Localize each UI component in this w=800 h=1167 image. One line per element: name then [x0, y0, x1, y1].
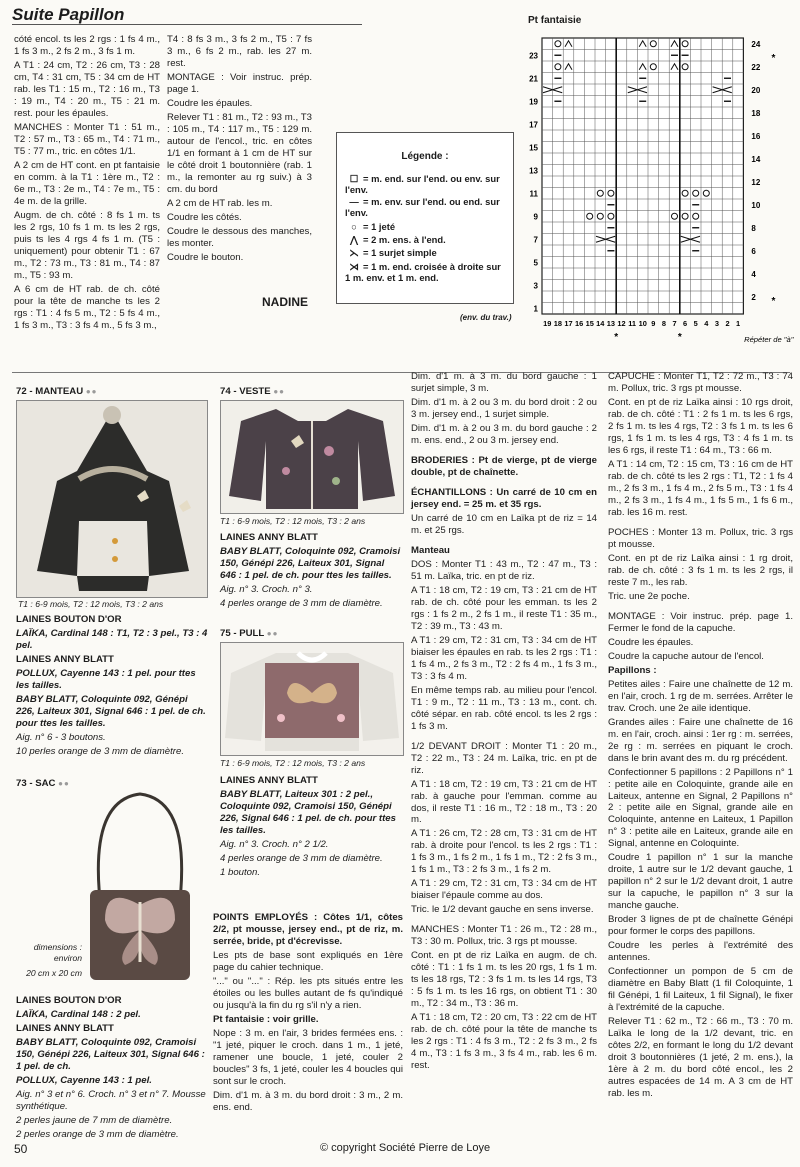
top-mid-line: Coudre le bouton. — [167, 251, 244, 263]
column-number: 8 — [661, 319, 666, 328]
points-employes — [213, 912, 403, 1134]
col4-line: Tric. une 2e poche. — [608, 590, 690, 602]
column-number: 14 — [596, 319, 605, 328]
col4-line: Cont. en pt de riz Laïka ainsi : 1 rg droit, rab. de ch. côté : 3 fs 1 m. ts les 2 rgs, il reste 7 m., les rab. — [608, 552, 793, 588]
points-line: Pt fantaisie : voir grille. — [213, 1013, 319, 1025]
m72-line: POLLUX, Cayenne 143 : 1 pel. pour ttes les tailles. — [16, 667, 196, 691]
row-number-left: 9 — [533, 212, 538, 222]
top-left-line: MANCHES : Monter T1 : 51 m., T2 : 57 m., T3 : 65 m., T4 : 71 m., T5 : 77 m., tric. en côtes 1/1. — [14, 121, 160, 157]
m73-line: POLLUX, Cayenne 143 : 1 pel. — [16, 1074, 152, 1086]
points-line: Dim. d'1 m. à 3 m. du bord droit : 3 m., 2 m. ens. end. — [213, 1089, 403, 1113]
instructions-column-4 — [608, 371, 793, 1136]
m75-sizes: T1 : 6-9 mois, T2 : 12 mois, T3 : 2 ans — [220, 758, 366, 768]
col4-line: Grandes ailes : Faire une chaînette de 16 m. en l'air, croch. ainsi : 1er rg : m. serrées, 2e rg : m. serrées en piquant le croch. dans le brin avant des m. du rg précédent. — [608, 716, 793, 764]
row-number-left: 19 — [529, 97, 538, 107]
m72-line: LAINES ANNY BLATT — [16, 653, 114, 665]
m73-dims-value: 20 cm x 20 cm — [26, 968, 82, 978]
top-mid-line: Relever T1 : 81 m., T2 : 93 m., T3 : 105 m., T4 : 117 m., T5 : 129 m. autour de l'encol., tric. en côtes 1/1 en formant à 1 cm de HT sur le côté droit 1 boutonnière (rab. 1 m., la remonter au rg suiv.) à 3 cm. du bord — [167, 111, 312, 195]
row-number-right: 22 — [751, 62, 761, 72]
column-number: 13 — [606, 319, 616, 328]
row-number-right: 16 — [751, 131, 761, 141]
m75-line: 1 bouton. — [220, 866, 261, 878]
m73-line: LAINES ANNY BLATT — [16, 1022, 114, 1034]
col3-line: A T1 : 26 cm, T2 : 28 cm, T3 : 31 cm de HT rab. à droite pour l'encol. ts les 2 rgs : T1 : 1 fs 3 m., 1 fs 2 m., 1 fs 1 m., T2 : 2 fs 3 m., 1 fs 1 m., T3 : 2 fs 3 m., 1 fs 2 m. — [411, 828, 597, 876]
model-73-title: 73 - SAC — [16, 778, 56, 789]
purl-dash-icon: — — [349, 196, 359, 207]
col4-line: Broder 3 lignes de pt de chaînette Génépi pour former le corps des papillons. — [608, 914, 793, 938]
difficulty-dots-icon: ●● — [85, 387, 98, 396]
m74-line: 4 perles orange de 3 mm de diamètre. — [220, 597, 383, 609]
difficulty-dots-icon: ●● — [273, 387, 285, 396]
col3-line: Cont. en pt de riz Laïka en augm. de ch. côté : T1 : 1 fs 1 m. ts les 20 rgs, 1 fs 1 m. ts les 18 rgs, T2 : 3 fs 1 m. ts les 14 rgs, T3 : 5 fs 1 m. ts les 16 rgs, on obtient T1 : 30 m., T2 : 34 m., T3 : 36 m. — [411, 950, 597, 1010]
top-mid-line: A 2 cm de HT rab. les m. — [167, 197, 273, 209]
row-number-right: 12 — [751, 177, 761, 187]
butterfly-bag-image — [80, 790, 205, 990]
column-number: 10 — [638, 319, 647, 328]
top-left-line: Augm. de ch. côté : 8 fs 1 m. ts les 2 rgs, 10 fs 1 m. ts les 2 rgs, puis ts les 4 rgs 4 fs 1 m. (T5 : uniquement) pour obtenir T1 : 67 m., T2 : 73 m., T3 : 81 m., T4 : 87 m., T5 : 93 m. — [14, 209, 160, 281]
col3-line: Manteau — [411, 544, 450, 556]
repeat-star: * — [614, 332, 619, 343]
top-left-line: A 6 cm de HT rab. de ch. côté pour la tête de manche ts les 2 rgs : T1 : 4 fs 5 m., T2 : 5 fs 4 m., 1 fs 3 m., T3 : 3 fs 4 m., 5 fs 3 m., — [14, 283, 160, 331]
stitch-chart — [520, 24, 800, 384]
veste-photo — [220, 400, 404, 514]
col3-line: DOS : Monter T1 : 43 m., T2 : 47 m., T3 : 51 m. Laïka, tric. en pt de riz. — [411, 558, 597, 582]
top-left-column — [14, 34, 160, 359]
legend-row-k2tog — [345, 234, 446, 245]
model-73-heading — [16, 778, 70, 790]
m72-materials — [16, 614, 208, 774]
col4-line: Coudre les perles à l'extrémité des antennes. — [608, 940, 793, 964]
row-number-right: 8 — [751, 223, 756, 233]
instructions-column-3 — [411, 371, 597, 1136]
top-mid-line: Coudre les épaules. — [167, 97, 253, 109]
col3-line: Dim. d'1 m. à 2 ou 3 m. du bord gauche : 2 m. ens. end., 2 ou 3 m. jersey end. — [411, 422, 597, 446]
repeat-star: * — [771, 53, 776, 64]
col4-line: Coudre 1 papillon n° 1 sur la manche droite, 1 autre sur le 1/2 devant gauche, 1 papillon n° 2 sur le 1/2 devant droit, 1 autre sur la capuche, le papillon n° 3 sur la manche gauche. — [608, 852, 793, 912]
manteau-photo — [16, 400, 208, 598]
legend-row-cross — [345, 261, 505, 284]
column-number: 1 — [736, 319, 741, 328]
col4-line: Petites ailes : Faire une chaînette de 12 m. en l'air, croch. 1 rg de m. serrées. Arrêter le trav. Croch. une 2e aile identique. — [608, 678, 793, 714]
m72-sizes: T1 : 6-9 mois, T2 : 12 mois, T3 : 2 ans — [18, 599, 164, 609]
legend-text: = 1 jeté — [363, 221, 396, 232]
sac-photo — [80, 790, 205, 990]
m72-line: LAÏKA, Cardinal 148 : T1, T2 : 3 pel., T3 : 4 pel. — [16, 627, 208, 651]
m75-line: Aig. n° 3. Croch. n° 2 1/2. — [220, 838, 329, 850]
points-line: Nope : 3 m. en l'air, 3 brides fermées ens. : "1 jeté, piquer le croch. dans 1 m., 1 jeté, ramener une boucle, 1 jeté, couler 2 boucles" 3 fs, 1 jeté, couler les 4 boucles qui sont sur le croch. — [213, 1027, 403, 1087]
col4-line: Coudre la capuche autour de l'encol. — [608, 650, 764, 662]
column-number: 15 — [585, 319, 594, 328]
repeat-star: * — [771, 296, 776, 307]
m73-line: Aig. n° 3 et n° 6. Croch. n° 3 et n° 7. Mousse synthétique. — [16, 1088, 206, 1112]
row-number-left: 3 — [533, 281, 538, 291]
column-number: 7 — [672, 319, 677, 328]
model-74-heading — [220, 386, 285, 398]
legend-row-yarnover — [345, 221, 395, 232]
column-number: 12 — [617, 319, 626, 328]
m72-line: 10 perles orange de 3 mm de diamètre. — [16, 745, 184, 757]
yarnover-circle-icon: ○ — [351, 221, 357, 232]
model-75-heading — [220, 628, 278, 640]
row-number-right: 4 — [751, 269, 756, 279]
m73-line: LAINES BOUTON D'OR — [16, 995, 122, 1006]
row-number-left: 21 — [529, 74, 538, 84]
legend-row-knit — [345, 173, 513, 196]
points-line: "..." ou "..." : Rép. les pts situés entre les étoiles ou les bulles autant de fs qu'indiqué ou jusqu'à la fin du rg s'il n'y a rien. — [213, 975, 403, 1011]
row-number-right: 24 — [751, 39, 761, 49]
col3-line: En même temps rab. au milieu pour l'encol. T1 : 9 m., T2 : 11 m., T3 : 13 m., cont. ch. côté sépar. en rab. côté encol. ts les 2 rgs : 1 fs 3 m. — [411, 684, 597, 732]
model-74-title: 74 - VESTE — [220, 386, 271, 397]
model-72-heading — [16, 386, 98, 398]
col3-line: A T1 : 18 cm, T2 : 20 cm, T3 : 22 cm de HT rab. de ch. côté pour la tête de manche ts les 2 rgs : T1 : 4 fs 3 m., T2 : 2 fs 3 m., 2 fs 4 m., T3 : 1 fs 3 m., 3 fs 4 m., rab. les 6 m. rest. — [411, 1012, 597, 1072]
row-number-right: 18 — [751, 108, 761, 118]
col3-line: A T1 : 29 cm, T2 : 31 cm, T3 : 34 cm de HT biaiser l'épaule comme au dos. — [411, 878, 597, 902]
col4-line: Coudre les épaules. — [608, 636, 694, 648]
col3-line: A T1 : 18 cm, T2 : 19 cm, T3 : 21 cm de HT rab. à gauche pour l'emman. comme au dos, il reste T1 : 16 m., T2 : 18 m., T3 : 20 m. — [411, 778, 597, 826]
page-header-title: Suite Papillon — [12, 5, 125, 24]
legend-text: = m. end. sur l'end. ou env. sur l'env. — [345, 173, 500, 196]
col3-line: Dim. d'1 m. à 3 m. du bord gauche : 1 surjet simple, 3 m. — [411, 371, 597, 394]
page-number: 50 — [14, 1142, 28, 1156]
hooded-coat-image — [17, 401, 207, 597]
legend-text: = 2 m. ens. à l'end. — [363, 234, 446, 245]
top-left-line: A 2 cm de HT cont. en pt fantaisie en comm. à la T1 : 1ère m., T2 : 6e m., T3 : 2e m., T4 : 7e m., T5 : 4e m. de la grille. — [14, 159, 160, 207]
k2tog-icon: ⋀ — [350, 234, 358, 245]
col4-line: MONTAGE : Voir instruc. prép. page 1. Fermer le fond de la capuche. — [608, 610, 793, 634]
top-left-line: A T1 : 24 cm, T2 : 26 cm, T3 : 28 cm, T4 : 31 cm, T5 : 34 cm de HT rab. les T1 : 15 m., T2 : 16 m., T3 : 19 m., T4 : 20 m., T5 : 21 m. rest. pour les épaules. — [14, 59, 160, 119]
sweater-image — [221, 643, 403, 755]
top-left-line: cóté encol. ts les 2 rgs : 1 fs 4 m., 1 fs 3 m., 2 fs 2 m., 3 fs 1 m. — [14, 34, 160, 57]
m75-materials — [220, 775, 402, 887]
row-number-left: 5 — [533, 258, 538, 268]
row-number-left: 7 — [533, 235, 538, 245]
legend-text: = 1 m. end. croisée à droite sur 1 m. env. et 1 m. end. — [345, 261, 501, 284]
skp-icon: ⋋ — [349, 247, 359, 258]
col3-line: A T1 : 29 cm, T2 : 31 cm, T3 : 34 cm de HT biaiser les épaules en rab. ts les 2 rgs : T1 : 1 fs 4 m., 2 fs 3 m., T2 : 2 fs 4 m., 1 fs 3 m., T3 : 3 fs 4 m. — [411, 634, 597, 682]
column-number: 16 — [574, 319, 584, 328]
points-line: POINTS EMPLOYÉS : Côtes 1/1, côtes 2/2, pt mousse, jersey end., pt de riz, m. serrée, bride, pt d'écrevisse. — [213, 912, 403, 947]
pull-photo — [220, 642, 404, 756]
col4-line: Confectionner 5 papillons : 2 Papillons n° 1 : petite aile en Coloquinte, grande aile en Laiteux, antenne en Signal, 2 Papillons n° 2 : petite aile en Signal, grande aile en Coloquinte, antenne en Laiteux, 1 Papillon n° 3 : petite aile en Laiteux, grande aile en Signal, antenne en Coloquinte. — [608, 766, 793, 850]
repeat-star: * — [677, 332, 682, 343]
top-mid-line: Coudre le dessous des manches, les monter. — [167, 225, 312, 249]
column-number: 6 — [683, 319, 688, 328]
model-72-title: 72 - MANTEAU — [16, 386, 84, 397]
row-number-left: 23 — [529, 51, 538, 61]
col4-line: Papillons : — [608, 664, 657, 676]
col4-line: CAPUCHE : Monter T1, T2 : 72 m., T3 : 74 m. Pollux, tric. 3 rgs pt mousse. — [608, 371, 793, 394]
col3-line: 1/2 DEVANT DROIT : Monter T1 : 20 m., T2 : 22 m., T3 : 24 m. Laïka, tric. en pt de riz. — [411, 740, 597, 776]
col3-line: ÉCHANTILLONS : Un carré de 10 cm en jersey end. = 25 m. et 35 rgs. — [411, 486, 597, 510]
row-number-right: 10 — [751, 200, 761, 210]
column-number: 9 — [651, 319, 656, 328]
legend-box — [336, 132, 514, 304]
col3-line: Dim. d'1 m. à 2 ou 3 m. du bord droit : 2 ou 3 m. jersey end., 1 surjet simple. — [411, 396, 597, 420]
row-number-right: 20 — [751, 85, 761, 95]
top-mid-line: Coudre les côtés. — [167, 211, 242, 223]
col4-line: A T1 : 14 cm, T2 : 15 cm, T3 : 16 cm de HT rab. de ch. côté ts les 2 rgs : T1, T2 : 1 fs 4 m., 2 fs 3 m., 1 fs 4 m., 2 fs 5 m., T3 : 1 fs 4 m., 2 fs 3 m., 1 fs 4 m., 1 fs 5 m., 1 fs 6 m., rab. les 16 m. rest. — [608, 458, 793, 518]
difficulty-dots-icon: ●● — [58, 779, 70, 788]
column-number: 18 — [553, 319, 563, 328]
row-number-right: 2 — [751, 292, 756, 302]
row-number-left: 1 — [533, 304, 538, 314]
copyright: © copyright Société Pierre de Loye — [320, 1142, 491, 1154]
row-number-left: 11 — [529, 189, 538, 199]
col3-line: Un carré de 10 cm en Laïka pt de riz = 14 m. et 25 rgs. — [411, 512, 597, 536]
col4-line: Confectionner un pompon de 5 cm de diamètre en Baby Blatt (1 fil Coloquinte, 1 fil Génépi, 1 fil Laiteux, 1 fil Signal), le fixer à l'extrémité de la capuche. — [608, 966, 793, 1014]
column-number: 4 — [704, 319, 709, 328]
column-number: 3 — [714, 319, 719, 328]
model-75-title: 75 - PULL — [220, 628, 265, 639]
repeat-note: Répéter de "à" — [744, 335, 794, 344]
nadine-signature: NADINE — [262, 295, 309, 309]
top-mid-line: MONTAGE : Voir instruc. prép. page 1. — [167, 71, 312, 95]
legend-row-purl — [345, 196, 513, 219]
m73-line: BABY BLATT, Coloquinte 092, Cramoisi 150, Génépi 226, Laiteux 301, Signal 646 : 1 pel. de ch. — [16, 1036, 205, 1072]
legend-text: = 1 surjet simple — [363, 247, 437, 258]
col4-line: POCHES : Monter 13 m. Pollux, tric. 3 rgs pt mousse. — [608, 526, 793, 550]
legend-row-skp — [345, 247, 437, 258]
m74-line: BABY BLATT, Coloquinte 092, Cramoisi 150, Génépi 226, Laiteux 301, Signal 646 : 1 pel. de ch. pour ttes les tailles. — [220, 545, 401, 581]
row-number-left: 13 — [529, 166, 538, 176]
column-number: 5 — [693, 319, 698, 328]
top-mid-column — [167, 34, 312, 294]
col4-line: Relever T1 : 62 m., T2 : 66 m., T3 : 70 m. Laïka le long de la 1/2 devant, tric. en côtes 2/2, en formant le long du 1/2 devant droit 3 boutonnières (1 jeté, 2 m. ens.), la 1ère à 2 m. du bord côté encol., les 2 autres espacées de 14 m. A 3 cm de HT rab. les m. — [608, 1016, 793, 1100]
chart-title: Pt fantaisie — [528, 15, 582, 26]
cardigan-image — [221, 401, 403, 513]
legend-title: Légende : — [401, 151, 449, 162]
m73-dims-label: dimensions : environ — [33, 942, 82, 963]
points-line: Les pts de base sont expliqués en 1ère page du cahier technique. — [213, 949, 403, 973]
m75-line: 4 perles orange de 3 mm de diamètre. — [220, 852, 383, 864]
row-number-left: 15 — [529, 143, 538, 153]
m72-line: LAINES BOUTON D'OR — [16, 614, 122, 625]
m72-line: BABY BLATT, Coloquinte 092, Génépi 226, Laiteux 301, Signal 646 : 1 pel. de ch. pour ttes les tailles. — [16, 693, 206, 729]
m72-line: Aig. n° 6 - 3 boutons. — [16, 731, 106, 743]
column-number: 2 — [725, 319, 730, 328]
col3-line: MANCHES : Monter T1 : 26 m., T2 : 28 m., T3 : 30 m. Pollux, tric. 3 rgs pt mousse. — [411, 924, 597, 948]
column-number: 11 — [628, 319, 637, 328]
col3-line: BRODERIES : Pt de vierge, pt de vierge double, pt de chaînette. — [411, 454, 597, 478]
m74-sizes: T1 : 6-9 mois, T2 : 12 mois, T3 : 2 ans — [220, 516, 366, 526]
col4-line: Cont. en pt de riz Laïka ainsi : 10 rgs droit, rab. de ch. côté : T1 : 2 fs 1 m. ts les 6 rgs, 2 fs 1 m. ts les 4 rgs, T2 : 3 fs 1 m. ts les 6 rgs, 1 fs 1 m. ts les 4 rgs, T3 : 4 fs 1 m. ts les 6 rgs, il reste T1 : 64 m., T3 : 66 m. — [608, 396, 793, 456]
m74-line: LAINES ANNY BLATT — [220, 532, 318, 543]
legend-text: = m. env. sur l'end. ou end. sur l'env. — [345, 196, 500, 219]
col3-line: A T1 : 18 cm, T2 : 19 cm, T3 : 21 cm de HT rab. de ch. côté pour les emman. ts les 2 rgs : 1 fs 2 m., 2 fs 1 m., il reste T1 : 35 m., T2 : 39 m., T3 : 43 m. — [411, 584, 597, 632]
m73-line: 2 perles orange de 3 mm de diamètre. — [16, 1128, 179, 1140]
m73-line: LAÏKA, Cardinal 148 : 2 pel. — [16, 1008, 141, 1020]
m75-line: BABY BLATT, Laiteux 301 : 2 pel., Coloquinte 092, Cramoisi 150, Génépi 226, Signal 646 : 1 pel. de ch. pour ttes les tailles. — [220, 788, 396, 836]
row-number-left: 17 — [529, 120, 538, 130]
m75-line: LAINES ANNY BLATT — [220, 775, 318, 786]
column-number: 17 — [564, 319, 573, 328]
difficulty-dots-icon: ●● — [266, 629, 279, 638]
m74-line: Aig. n° 3. Croch. n° 3. — [220, 583, 313, 595]
top-mid-line: T4 : 8 fs 3 m., 3 fs 2 m., T5 : 7 fs 3 m., 6 fs 2 m., rab. les 27 m. rest. — [167, 34, 312, 69]
row-number-right: 14 — [751, 154, 761, 164]
cross-stitch-icon: ⋊ — [349, 261, 359, 272]
header-rule — [12, 24, 362, 25]
knit-square-icon: ☐ — [349, 173, 359, 184]
column-number: 19 — [543, 319, 552, 328]
m73-materials — [16, 995, 208, 1140]
m73-line: 2 perles jaune de 7 mm de diamètre. — [16, 1114, 173, 1126]
env-note: (env. du trav.) — [460, 313, 512, 322]
m74-materials — [220, 532, 402, 622]
row-number-right: 6 — [751, 246, 756, 256]
col3-line: Tric. le 1/2 devant gauche en sens inverse. — [411, 904, 594, 916]
